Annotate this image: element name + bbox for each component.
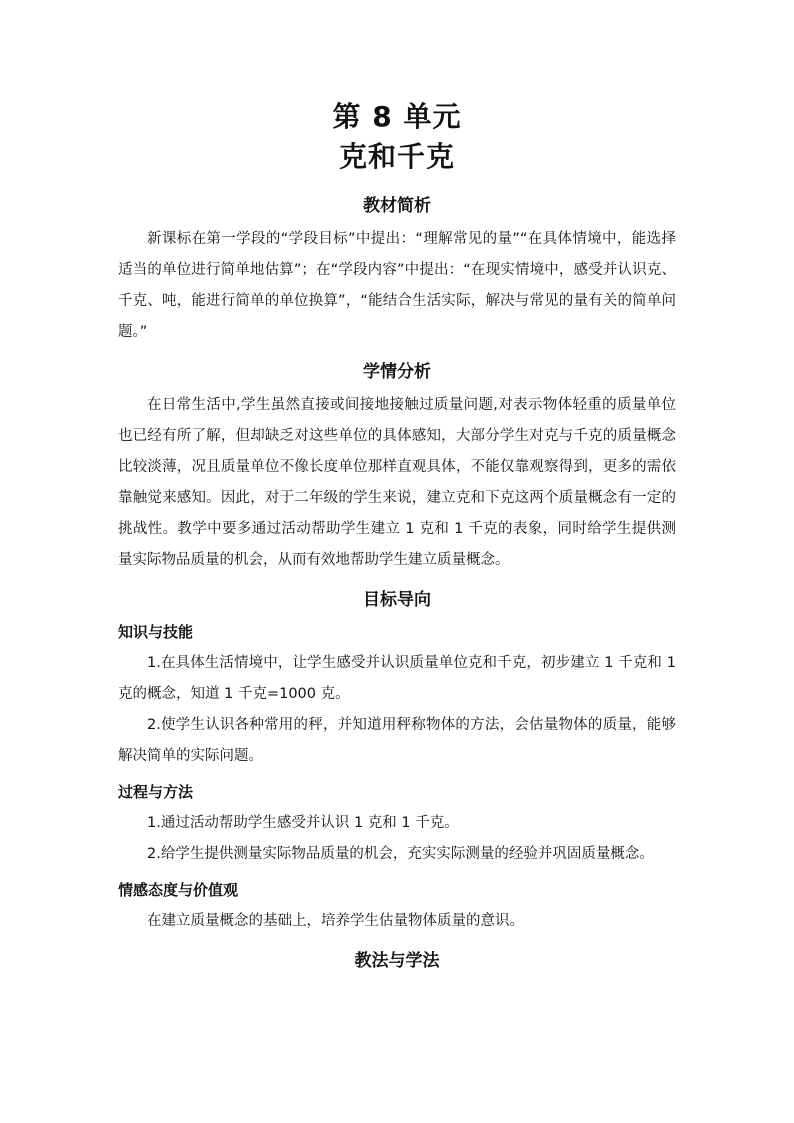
attitude-paragraph: 在建立质量概念的基础上，培养学生估量物体质量的意识。 [147, 913, 524, 929]
textbook-analysis-paragraph: 新课标在第一学段的“学段目标”中提出：“理解常见的量”“在具体情境中，能选择适当的单位进行简单地估算”；在“学段内容”中提出：“在现实情境中，感受并认识克、千克、吨，能进行简单的单位换算”，“能结合生活实际，解决与常见的量有关的简单问题。” [118, 231, 676, 340]
knowledge-item: 1.在具体生活情境中，让学生感受并认识质量单位克和千克，初步建立 1 千克和 1 克的概念，知道 1 千克=1000 克。 [118, 655, 676, 702]
knowledge-item: 2.使学生认识各种常用的秤，并知道用秤称物体的方法，会估量物体的质量，能够解决简单的实际问题。 [118, 717, 676, 764]
subheading-process-methods: 过程与方法 [118, 783, 194, 801]
student-analysis-paragraph: 在日常生活中,学生虽然直接或间接地接触过质量问题,对表示物体轻重的质量单位也已经有所了解，但却缺乏对这些单位的具体感知，大部分学生对克与千克的质量概念比较淡薄，况且质量单位不像长度单位那样直观具体，不能仅靠观察得到，更多的需依靠触觉来感知。因此，对于二年级的学生来说，建立克和下克这两个质量概念有一定的挑战性。教学中要多通过活动帮助学生建立 1 克和 1 千克的表象，同时给学生提供测量实际物品质量的机会，从而有效地帮助学生建立质量概念。 [118, 397, 676, 568]
subheading-knowledge-skills: 知识与技能 [118, 623, 194, 641]
document-content [118, 98, 676, 979]
process-item: 2.给学生提供测量实际物品质量的机会，充实实际测量的经验并巩固质量概念。 [147, 846, 654, 862]
process-item: 1.通过活动帮助学生感受并认识 1 克和 1 千克。 [147, 815, 459, 831]
section-heading-textbook-analysis: 教材简析 [363, 196, 431, 216]
section-heading-methods: 教法与学法 [354, 951, 440, 971]
section-heading-goals: 目标导向 [363, 590, 431, 610]
section-heading-student-analysis: 学情分析 [363, 362, 431, 382]
unit-name: 克和千克 [338, 140, 455, 173]
unit-title: 第 8 单元 [332, 100, 462, 133]
subheading-attitude-values: 情感态度与价值观 [118, 881, 239, 899]
